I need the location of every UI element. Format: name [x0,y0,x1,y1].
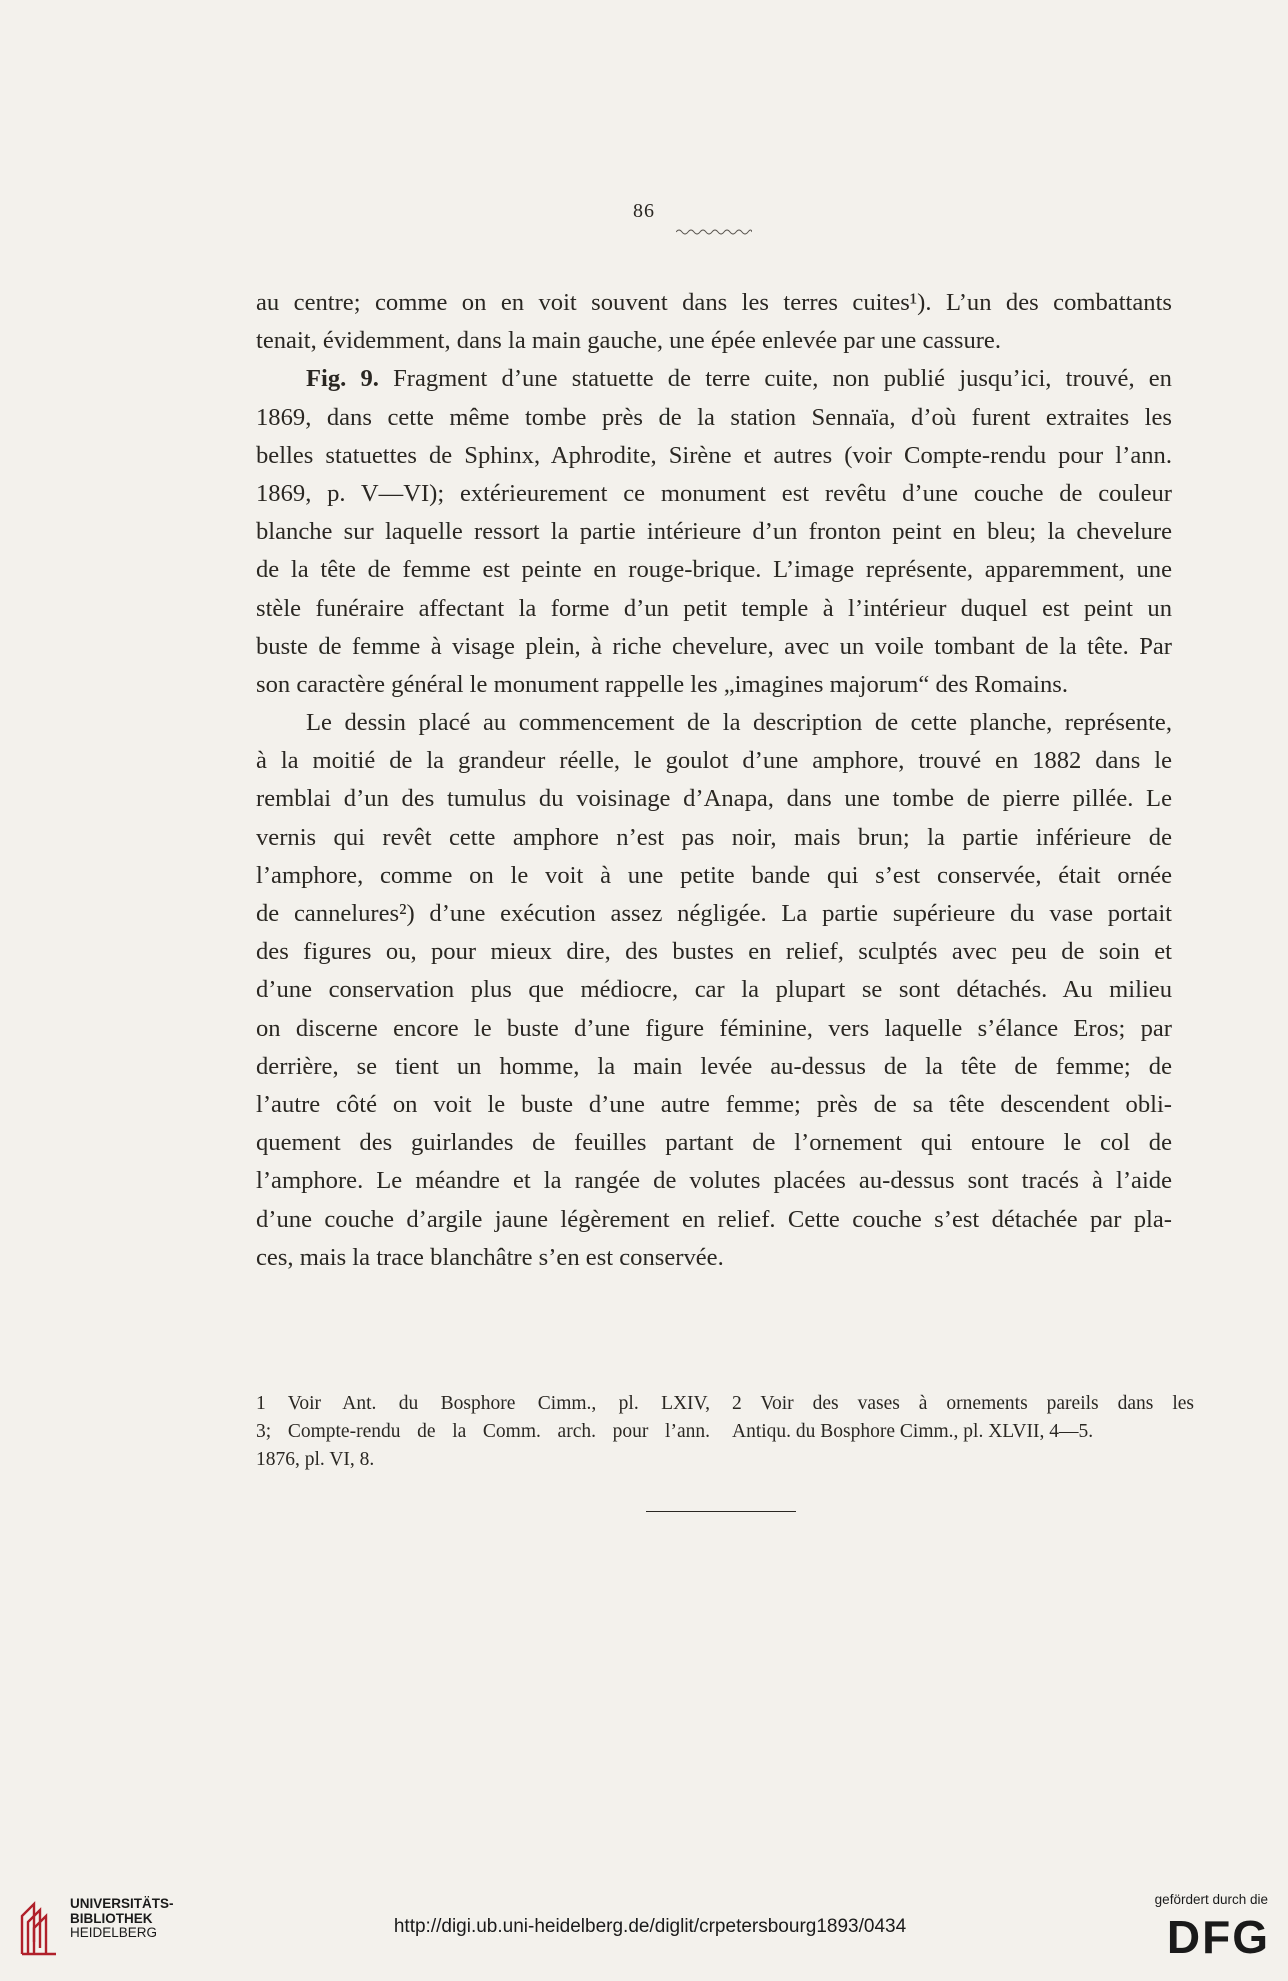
text-line: 1869, p. V—VI); extérieurement ce monument est revêtu d’une couche de couleur [256,479,1172,507]
text-line: l’amphore, comme on le voit à une petite bande qui s’est conservée, était ornée [256,861,1172,889]
text-line: Le dessin placé au commencement de la description de cette planche, représente, [306,709,1172,737]
footnote-2 [732,1390,1194,1446]
end-rule [646,1511,796,1512]
text-line: son caractère général le monument rappelle les „imagines majorum“ des Romains. [256,670,1068,698]
digitization-footer [0,1876,1288,1981]
text-line: de la tête de femme est peinte en rouge-brique. L’image représente, apparemment, une [256,556,1172,584]
text-line: d’une couche d’argile jaune légèrement en relief. Cette couche s’est détachée par pla- [256,1205,1172,1233]
text-line: quement des guirlandes de feuilles partant de l’ornement qui entoure le col de [256,1129,1172,1157]
library-name-line: BIBLIOTHEK [70,1910,153,1926]
funded-by-text: gefördert durch die [1154,1892,1268,1907]
wavy-underline-ornament [676,228,752,236]
text-line: buste de femme à visage plein, à riche chevelure, avec un voile tombant de la tête. Par [256,632,1172,660]
text-line: belles statuettes de Sphinx, Aphrodite, Sirène et autres (voir Compte-rendu pour l’ann. [256,441,1172,469]
text-line: ces, mais la trace blanchâtre s’en est conservée. [256,1243,724,1271]
figure-label: Fig. 9. [306,365,379,393]
text-line: stèle funéraire affectant la forme d’un petit temple à l’intérieur duquel est peint un [256,594,1172,622]
text-line: l’amphore. Le méandre et la rangée de volutes placées au-dessus sont tracés à l’aide [256,1167,1172,1195]
page-number: 86 [633,200,655,222]
library-name-line: HEIDELBERG [70,1925,158,1940]
body-text [256,284,1172,1277]
text-line: des figures ou, pour mieux dire, des bustes en relief, sculptés avec peu de soin et [256,938,1172,966]
text-line: remblai d’un des tumulus du voisinage d’Anapa, dans une tombe de pierre pillée. Le [256,785,1172,813]
footnote-line: 3; Compte-rendu de la Comm. arch. pour l’ann. [256,1421,710,1442]
footnote-line: Antiqu. du Bosphore Cimm., pl. XLVII, 4—5. [732,1421,1094,1442]
footnote-line: 1876, pl. VI, 8. [256,1449,375,1470]
footnote-line: 2 Voir des vases à ornements pareils dans les [732,1393,1194,1414]
university-library-logo-icon [18,1898,60,1958]
source-url-link[interactable]: http://digi.ub.uni-heidelberg.de/diglit/crpetersbourg1893/0434 [393,1916,907,1937]
text-line: à la moitié de la grandeur réelle, le goulot d’une amphore, trouvé en 1882 dans le [256,747,1172,775]
dfg-logo: DFG [1166,1911,1270,1963]
text-line: vernis qui revêt cette amphore n’est pas noir, mais brun; la partie inférieure de [256,823,1172,851]
text-line: tenait, évidemment, dans la main gauche, une épée enlevée par une cassure. [256,327,1001,355]
text-line: au centre; comme on en voit souvent dans les terres cuites¹). L’un des combattants [256,289,1172,316]
footnote-1 [256,1390,710,1474]
text-line: blanche sur laquelle ressort la partie intérieure d’un fronton peint en bleu; la chevelure [256,518,1172,546]
text-line: de cannelures²) d’une exécution assez négligée. La partie supérieure du vase portait [256,900,1172,927]
text-line-content: Fragment d’une statuette de terre cuite, non publié jusqu’ici, trouvé, en [393,365,1172,393]
text-line [256,360,1172,398]
library-name-line: UNIVERSITÄTS- [70,1896,174,1911]
footnote-line: 1 Voir Ant. du Bosphore Cimm., pl. LXIV, [256,1393,710,1414]
text-line: l’autre côté on voit le buste d’une autre femme; près de sa tête descendent obli- [256,1090,1172,1118]
text-line: d’une conservation plus que médiocre, car la plupart se sont détachés. Au milieu [256,976,1172,1004]
text-line: 1869, dans cette même tombe près de la station Sennaïa, d’où furent extraites les [256,403,1172,431]
text-line: derrière, se tient un homme, la main levée au-dessus de la tête de femme; de [256,1052,1172,1080]
text-line: on discerne encore le buste d’une figure féminine, vers laquelle s’élance Eros; par [256,1014,1172,1042]
library-name [70,1897,174,1941]
